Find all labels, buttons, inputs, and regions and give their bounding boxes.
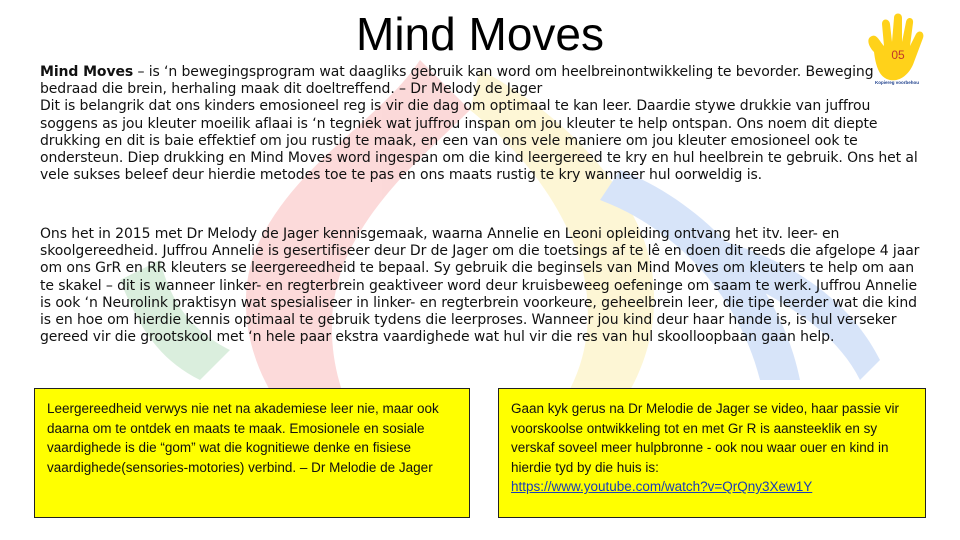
youtube-link[interactable]: https://www.youtube.com/watch?v=QrQny3Xew1Y [511,479,813,494]
history-paragraph [40,226,920,346]
quote-text: Leergereedheid verwys nie net na akademiese leer nie, maar ook daarna om te ontdek en maats te maak. Emosionele en sosiale vaardighede is die “gom” wat die kognitiewe denke en fisiese vaardighede(sensories-motories) verbind. – Dr Melodie de Jager [47,401,439,475]
quote-box [34,388,470,518]
video-text: Gaan kyk gerus na Dr Melodie de Jager se video, haar passie vir voorskoolse ontwikkeling tot en met Gr R is aansteeklik en sy verskaf soveel meer hulpbronne - ook nou waar ouer en kind in hierdie tyd by die huis is: [511,401,899,475]
logo-caption: Kopiereg voorbehou [874,80,919,85]
intro-lead: Mind Moves [40,64,134,80]
intro-line [40,64,920,98]
page-title: Mind Moves [356,8,604,60]
intro-paragraph: Dit is belangrik dat ons kinders emosioneel reg is vir die dag om optimaal te kan leer. Daardie stywe drukkie van juffrou soggens as jou kleuter moeilik aflaai is ‘n tegniek wat juffrou inspan om jou kleuter te help ontspan. Ons noem dit diepte drukking en dit is baie effektief om jou rustig te maak, en een van ons vele maniere om jou kleuter emosioneel ook te ondersteun. Diep drukking en Mind Moves word ingespan om die kind leergereed te kry en hul heelbrein te gebruik. Ons het al vele sukses beleef deur hierdie metodes toe te pas en ons maats rustig te kry wanneer hul oorweldig is. [40,98,918,184]
history-text: Ons het in 2015 met Dr Melody de Jager kennisgemaak, waarna Annelie en Leoni opleiding ontvang het itv. leer- en skoolgereedheid. Juffrou Annelie is gesertifiseer deur Dr de Jager om die toetsings af te lê en doen dit reeds die afgelope 4 jaar om ons GrR en RR kleuters se leergereedheid te bepaal. Sy gebruik die beginsels van Mind Moves om kleuters te help om aan te skakel – dit is wanneer linker- en regterbrein geaktiveer word deur kruisbeweeg oefeninge om saam te werk. Juffrou Annelie is ook ‘n Neurolink praktisyn wat spesialiseer in linker- en regterbrein voorkeure, geheelbrein leer, die tipe leerder wat die kind is en hoe om hierdie kennis optimaal te gebruik tydens die leerproses. Wanneer jou kind deur haar hande is, is hul verseker gereed vir die grootskool met ‘n hele paar ekstra vaardighede wat hul vir die res van hul skoolloopbaan gaan help. [40,226,920,346]
logo-number: 05 [891,48,905,62]
intro-section [40,64,920,184]
intro-rest: – is ‘n bewegingsprogram wat daagliks gebruik kan word om heelbreinontwikkeling te bevorder. Beweging bedraad die brein, herhaling maak dit doeltreffend. – Dr Melody de Jager [40,64,874,98]
video-box [498,388,926,518]
